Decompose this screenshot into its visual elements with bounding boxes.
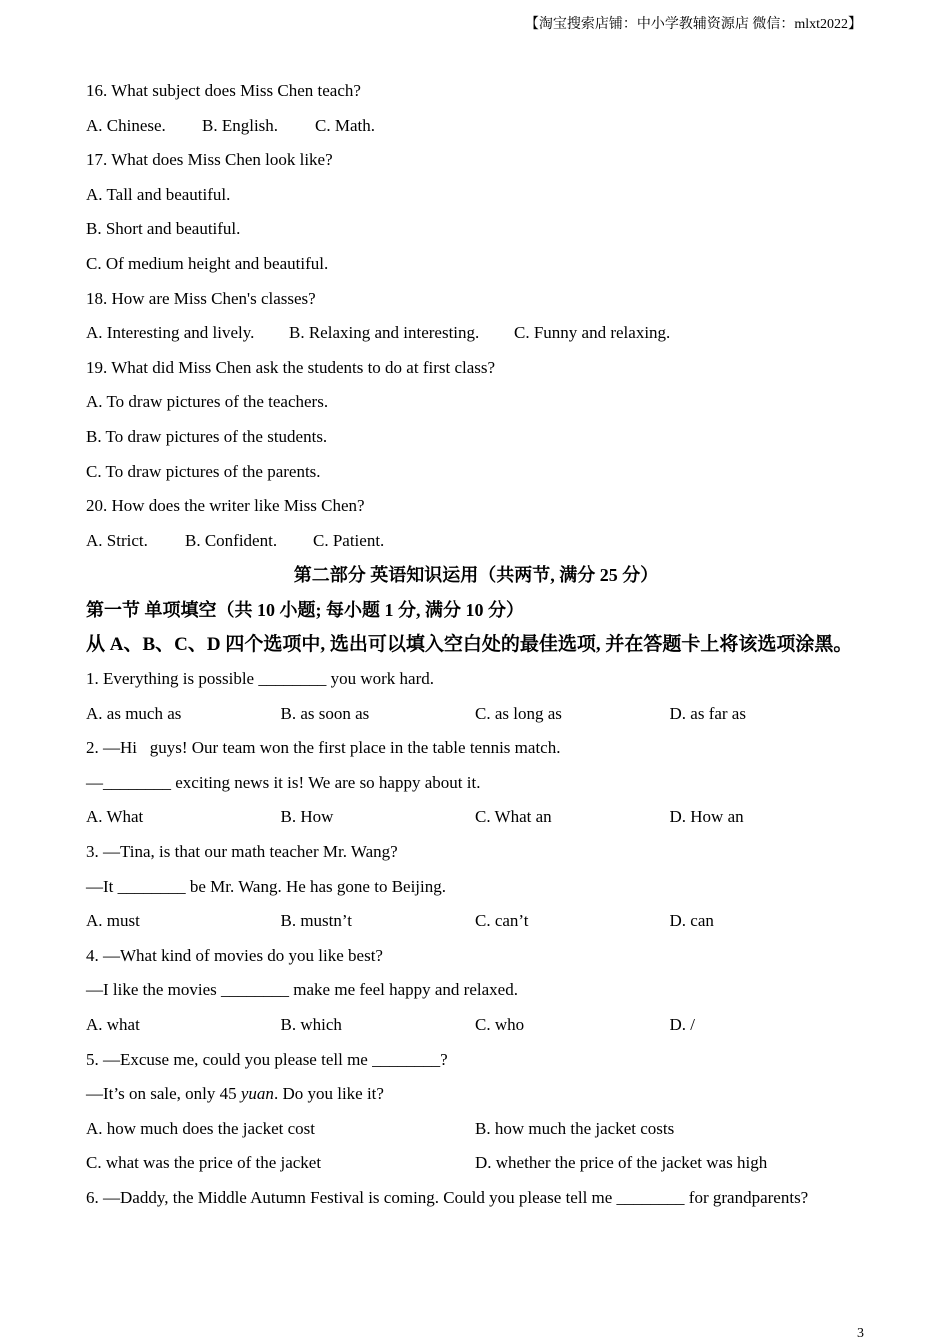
single-choice-3-options [86, 908, 866, 943]
option-c: C. can’t [475, 911, 529, 931]
option-c: C. What an [475, 807, 552, 827]
option-a: A. Interesting and lively. [86, 323, 255, 343]
single-choice-6-line1: 6. —Daddy, the Middle Autumn Festival is coming. Could you please tell me ________ for grandparents? [86, 1188, 809, 1207]
section-one-title: 第一节 单项填空（共 10 小题; 每小题 1 分, 满分 10 分） [86, 599, 524, 620]
option-a: A. as much as [86, 703, 182, 723]
option-b: B. Relaxing and interesting. [289, 323, 480, 343]
option-c: C. what was the price of the jacket [86, 1153, 322, 1173]
option-c: C. Patient. [313, 530, 385, 550]
option-c: C. Math. [315, 115, 375, 135]
question-19-option-c: C. To draw pictures of the parents. [86, 461, 321, 481]
option-c: C. as long as [475, 703, 562, 723]
question-17-stem: 17. What does Miss Chen look like? [86, 150, 333, 170]
option-d: D. can [669, 911, 714, 931]
question-16-stem: 16. What subject does Miss Chen teach? [86, 81, 361, 100]
option-a: A. what [86, 1015, 140, 1035]
question-18-options [86, 320, 866, 355]
option-a: A. Chinese. [86, 115, 166, 135]
question-19-option-b: B. To draw pictures of the students. [86, 426, 328, 446]
single-choice-2-line2: —________ exciting news it is! We are so happy about it. [86, 772, 481, 792]
single-choice-4-line2: —I like the movies ________ make me feel happy and relaxed. [86, 980, 518, 1000]
option-a: A. Strict. [86, 530, 148, 550]
single-choice-1-stem: 1. Everything is possible ________ you work hard. [86, 669, 434, 689]
single-choice-5-line1: 5. —Excuse me, could you please tell me ________? [86, 1049, 448, 1069]
option-b: B. English. [202, 115, 279, 135]
single-choice-3-line1: 3. —Tina, is that our math teacher Mr. Wang? [86, 842, 398, 862]
option-d: D. whether the price of the jacket was high [475, 1153, 768, 1173]
italic-yuan: yuan [240, 1084, 274, 1104]
question-20-options [86, 528, 866, 563]
single-choice-2-options [86, 804, 866, 839]
option-a: A. how much does the jacket cost [86, 1118, 315, 1138]
option-b: B. which [280, 1015, 342, 1035]
single-choice-1-options [86, 701, 866, 736]
option-b: B. as soon as [280, 703, 370, 723]
option-a: A. must [86, 911, 140, 931]
option-d: D. as far as [669, 703, 746, 723]
option-d: D. How an [669, 807, 744, 827]
single-choice-2-line1: 2. —Hi guys! Our team won the first place in the table tennis match. [86, 738, 561, 758]
question-16-options [86, 113, 866, 148]
single-choice-3-line2: —It ________ be Mr. Wang. He has gone to Beijing. [86, 876, 446, 896]
option-b: B. how much the jacket costs [475, 1118, 675, 1138]
part-two-title: 第二部分 英语知识运用（共两节, 满分 25 分） [293, 565, 659, 586]
option-b: B. mustn’t [280, 911, 352, 931]
option-c: C. who [475, 1015, 525, 1035]
question-19-option-a: A. To draw pictures of the teachers. [86, 392, 329, 412]
single-choice-5-options-ab [86, 1116, 866, 1151]
option-a: A. What [86, 807, 144, 827]
page-header: 【淘宝搜索店铺：中小学教辅资源店 微信：mlxt2022】 [524, 17, 862, 32]
option-c: C. Funny and relaxing. [514, 323, 671, 343]
question-17-option-c: C. Of medium height and beautiful. [86, 253, 329, 273]
question-17-option-b: B. Short and beautiful. [86, 219, 241, 239]
single-choice-4-options [86, 1012, 866, 1047]
option-b: B. How [280, 807, 334, 827]
line2-prefix: —It’s on sale, only 45 [86, 1084, 241, 1104]
question-18-stem: 18. How are Miss Chen's classes? [86, 288, 316, 308]
question-20-stem: 20. How does the writer like Miss Chen? [86, 496, 365, 516]
question-19-stem: 19. What did Miss Chen ask the students to do at first class? [86, 357, 496, 377]
question-17-option-a: A. Tall and beautiful. [86, 184, 231, 204]
single-choice-4-line1: 4. —What kind of movies do you like best? [86, 945, 383, 965]
document-body [86, 78, 866, 1220]
line2-suffix: . Do you like it? [273, 1084, 384, 1104]
single-choice-5-line2 [86, 1081, 866, 1116]
single-choice-5-options-cd [86, 1150, 866, 1185]
page-number: 3 [857, 1326, 864, 1341]
section-instruction: 从 A、B、C、D 四个选项中, 选出可以填入空白处的最佳选项, 并在答题卡上将该选项涂黑。 [86, 633, 853, 655]
option-b: B. Confident. [185, 530, 278, 550]
option-d: D. / [669, 1015, 695, 1035]
